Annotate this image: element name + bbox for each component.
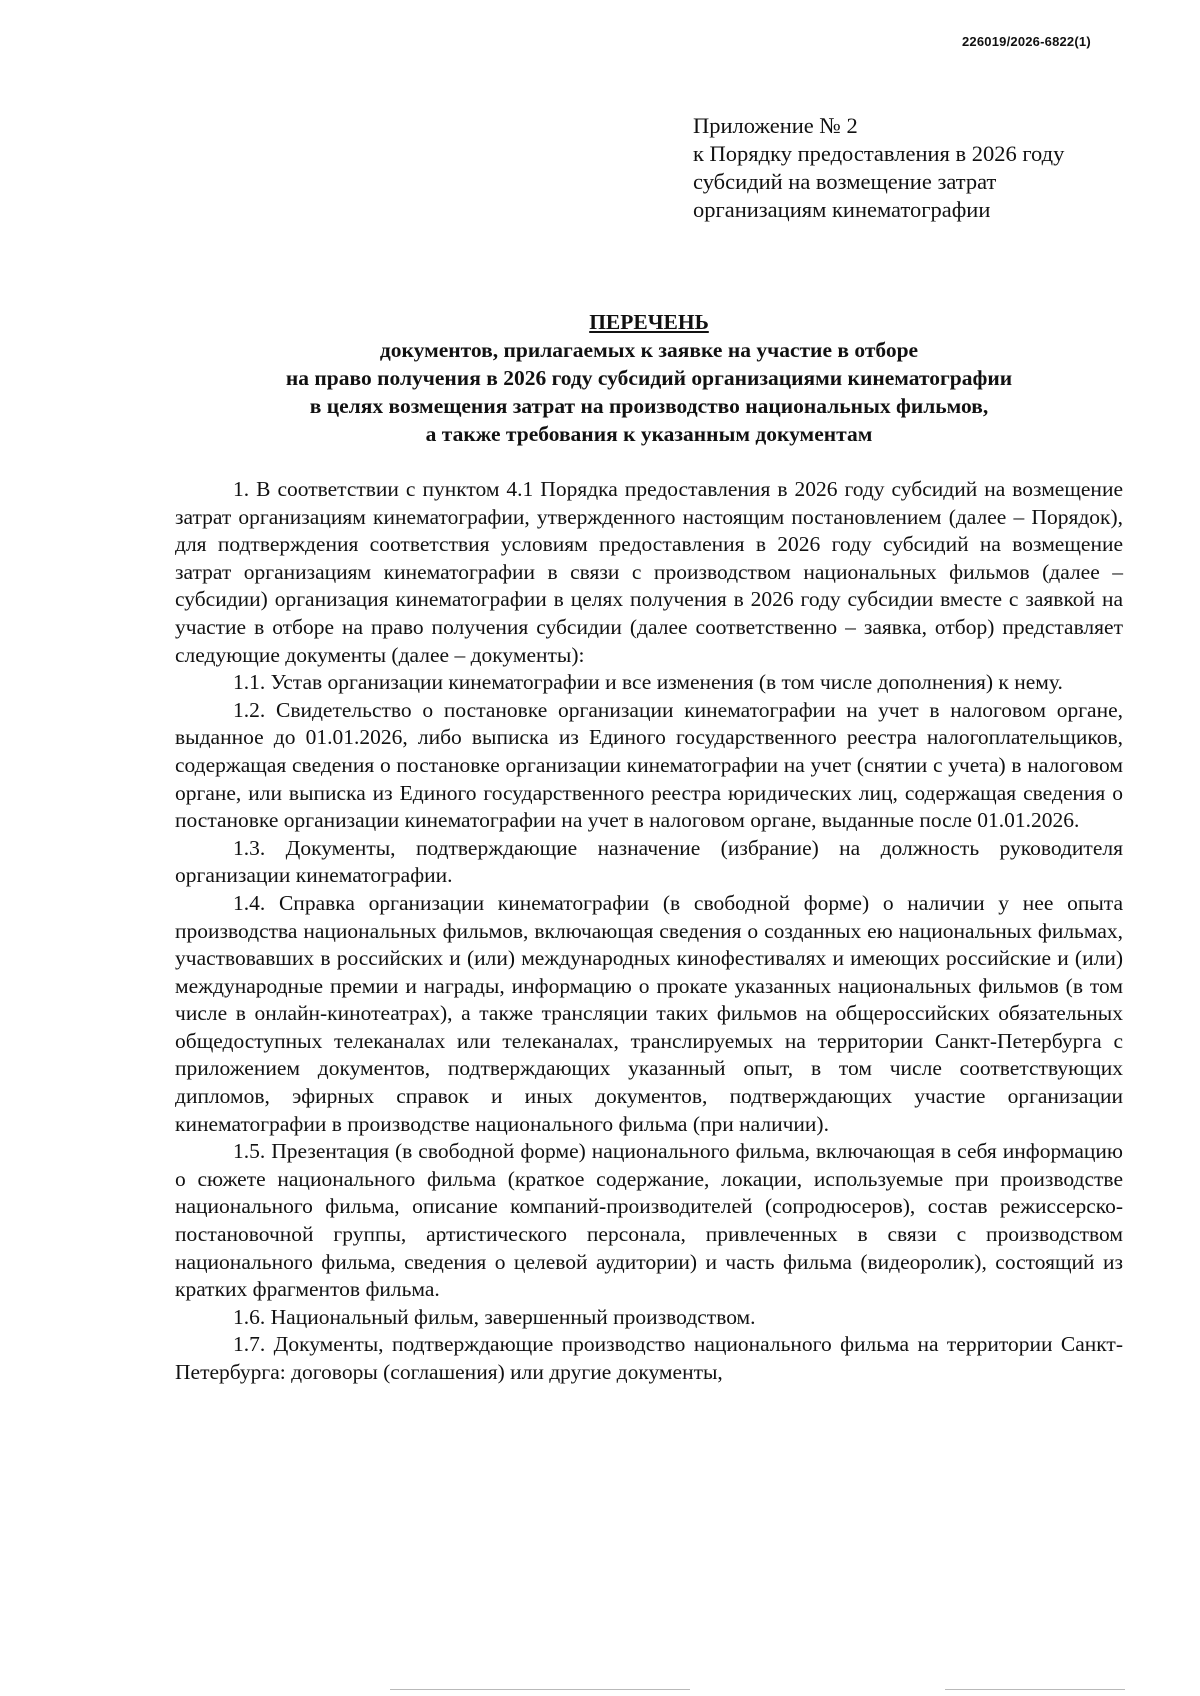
appendix-block (693, 112, 1064, 224)
title-block (175, 308, 1123, 448)
paragraph-1-5: 1.5. Презентация (в свободной форме) национального фильма, включающая в себя информацию о сюжете национального фильма (краткое содержание, локации, используемые при производстве национального фильма, описание компаний-производителей (сопродюсеров), состав режиссерско-постановочной группы, артистического персонала, привлеченных в связи с производством национального фильма, сведения о целевой аудитории) и часть фильма (видеоролик), состоящий из кратких фрагментов фильма. (175, 1139, 1123, 1302)
subtitle-line: на право получения в 2026 году субсидий организациями кинематографии (285, 366, 1013, 390)
appendix-line: Приложение № 2 (693, 113, 858, 138)
paragraph-1-3: 1.3. Документы, подтверждающие назначение (избрание) на должность руководителя организации кинематографии. (175, 835, 1123, 888)
paragraph-1-1: 1.1. Устав организации кинематографии и все изменения (в том числе дополнения) к нему. (233, 670, 1063, 695)
document-number: 226019/2026-6822(1) (962, 34, 1091, 49)
paragraph-1-4: 1.4. Справка организации кинематографии (в свободной форме) о наличии у нее опыта производства национальных фильмов, включающая сведения о созданных ею национальных фильмах, участвовавших в российских и (или) международных кинофестивалях и имеющих российские и (или) международные премии и награды, информацию о прокате указанных национальных фильмов (в том числе в онлайн-кинотеатрах), а также трансляции таких фильмов на общероссийских обязательных общедоступных телеканалах или телеканалах, транслируемых на территории Санкт-Петербурга с приложением документов, подтверждающих указанный опыт, в том числе соответствующих дипломов, эфирных справок и иных документов, подтверждающих участие организации кинематографии в производстве национального фильма (при наличии). (175, 890, 1123, 1136)
paragraph-1-2: 1.2. Свидетельство о постановке организации кинематографии на учет в налоговом органе, выданное до 01.01.2026, либо выписка из Единого государственного реестра налогоплательщиков, содержащая сведения о постановке организации кинематографии на учет (снятии с учета) в налоговом органе, или выписка из Единого государственного реестра юридических лиц, содержащая сведения о постановке организации кинематографии на учет в налоговом органе, выданные после 01.01.2026. (175, 697, 1123, 833)
subtitle-line: а также требования к указанным документам (425, 422, 873, 446)
subtitle-line: документов, прилагаемых к заявке на участие в отборе (379, 338, 919, 362)
paragraph-1-6: 1.6. Национальный фильм, завершенный производством. (233, 1304, 756, 1329)
appendix-line: субсидий на возмещение затрат (693, 169, 997, 194)
paragraph-1: 1. В соответствии с пунктом 4.1 Порядка предоставления в 2026 году субсидий на возмещение затрат организациям кинематографии, утвержденного настоящим постановлением (далее – Порядок), для подтверждения соответствия условиям предоставления в 2026 году субсидий на возмещение затрат организациям кинематографии в связи с производством национальных фильмов (далее – субсидии) организация кинематографии в целях получения в 2026 году субсидии вместе с заявкой на участие в отборе на право получения субсидии (далее соответственно – заявка, отбор) представляет следующие документы (далее – документы): (175, 477, 1123, 667)
paragraph-1-7: 1.7. Документы, подтверждающие производство национального фильма на территории Санкт-Петербурга: договоры (соглашения) или другие документы, (175, 1332, 1123, 1384)
appendix-line: организациям кинематографии (693, 197, 991, 222)
appendix-line: к Порядку предоставления в 2026 году (693, 141, 1065, 166)
subtitle-line: в целях возмещения затрат на производство национальных фильмов, (309, 394, 989, 418)
footer-scan-rule (390, 1689, 690, 1690)
footer-scan-rule (945, 1689, 1125, 1690)
document-title: ПЕРЕЧЕНЬ (589, 310, 709, 334)
document-body (175, 476, 1123, 1387)
